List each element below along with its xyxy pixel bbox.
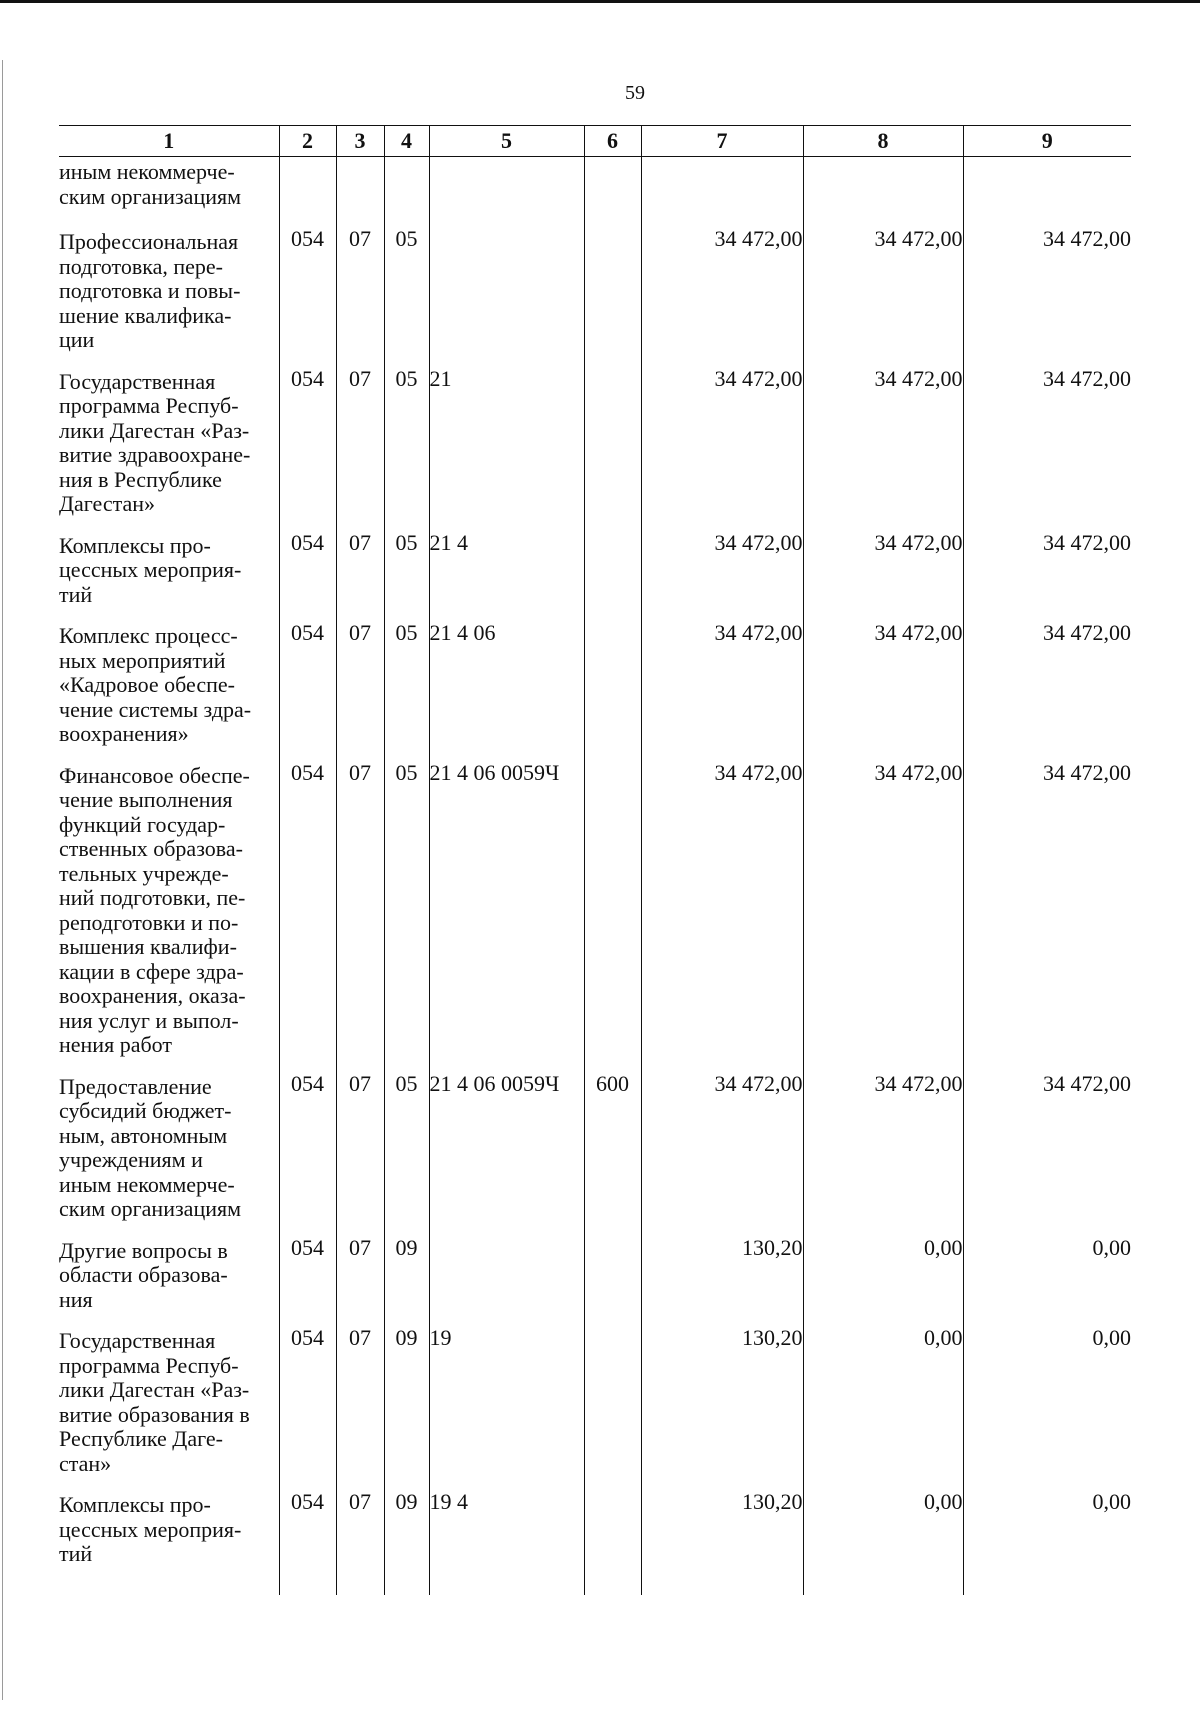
- table-row: [59, 227, 1131, 367]
- amount-col-9: 0,00: [963, 1490, 1131, 1581]
- ministry-code: 054: [279, 531, 336, 622]
- amount-col-9: 34 472,00: [963, 1072, 1131, 1236]
- header-col-3: 3: [336, 126, 384, 157]
- amount-col-8: 0,00: [803, 1236, 963, 1327]
- table-cell-blank: [584, 1581, 641, 1595]
- amount-col-8: 34 472,00: [803, 761, 963, 1072]
- table-row-continuation: [59, 1581, 1131, 1595]
- amount-col-8: 34 472,00: [803, 367, 963, 531]
- section-code: 07: [336, 621, 384, 761]
- row-name: Предоставление субсидий бюджет- ным, автономным учреждениям и иным некоммерче- ским организациям: [59, 1073, 242, 1221]
- header-col-8: 8: [803, 126, 963, 157]
- target-article-code: [429, 157, 584, 228]
- amount-col-9: 34 472,00: [963, 531, 1131, 622]
- target-article-code: 21 4 06: [429, 621, 584, 761]
- table-row: [59, 1236, 1131, 1327]
- section-code: 07: [336, 1490, 384, 1581]
- table-cell-blank: [641, 1581, 803, 1595]
- amount-col-7: 34 472,00: [641, 621, 803, 761]
- expense-type-code: [584, 1326, 641, 1490]
- header-col-7: 7: [641, 126, 803, 157]
- subsection-code: 05: [384, 367, 429, 531]
- row-name: Государственная программа Респуб- лики Дагестан «Раз- витие образования в Республике Даге- стан»: [59, 1328, 250, 1476]
- ministry-code: 054: [279, 1326, 336, 1490]
- page-number: 59: [625, 82, 645, 104]
- expense-type-code: [584, 1490, 641, 1581]
- amount-col-8: 34 472,00: [803, 531, 963, 622]
- target-article-code: 21 4: [429, 531, 584, 622]
- amount-col-7: 34 472,00: [641, 761, 803, 1072]
- amount-col-7: 34 472,00: [641, 227, 803, 367]
- amount-col-9: 34 472,00: [963, 367, 1131, 531]
- expense-type-code: 600: [584, 1072, 641, 1236]
- header-col-5: 5: [429, 126, 584, 157]
- amount-col-9: 0,00: [963, 1236, 1131, 1327]
- amount-col-8: 0,00: [803, 1326, 963, 1490]
- amount-col-9: 34 472,00: [963, 227, 1131, 367]
- header-col-2: 2: [279, 126, 336, 157]
- header-col-4: 4: [384, 126, 429, 157]
- section-code: 07: [336, 761, 384, 1072]
- header-col-6: 6: [584, 126, 641, 157]
- table-header-row: [59, 126, 1131, 157]
- table-row: [59, 621, 1131, 761]
- row-name: иным некоммерче- ским организациям: [59, 159, 242, 209]
- amount-col-9: 34 472,00: [963, 761, 1131, 1072]
- section-code: 07: [336, 367, 384, 531]
- row-name: Государственная программа Респуб- лики Дагестан «Раз- витие здравоохране- ния в Республике Дагестан»: [59, 368, 251, 516]
- row-name: Комплексы про- цессных мероприя- тий: [59, 532, 242, 607]
- table-cell-blank: [336, 1581, 384, 1595]
- target-article-code: 19 4: [429, 1490, 584, 1581]
- expense-type-code: [584, 531, 641, 622]
- ministry-code: 054: [279, 1490, 336, 1581]
- table-row: [59, 761, 1131, 1072]
- subsection-code: 09: [384, 1326, 429, 1490]
- ministry-code: 054: [279, 621, 336, 761]
- amount-col-8: 34 472,00: [803, 621, 963, 761]
- amount-col-8: 0,00: [803, 1490, 963, 1581]
- table-row: [59, 157, 1131, 228]
- amount-col-7: [641, 157, 803, 228]
- amount-col-9: [963, 157, 1131, 228]
- target-article-code: 21: [429, 367, 584, 531]
- row-name: Комплекс процесс- ных мероприятий «Кадровое обеспе- чение системы здра- воохранения»: [59, 623, 252, 746]
- section-code: [336, 157, 384, 228]
- amount-col-7: 130,20: [641, 1490, 803, 1581]
- subsection-code: 05: [384, 761, 429, 1072]
- scan-left-edge: [2, 60, 3, 1700]
- ministry-code: [279, 157, 336, 228]
- section-code: 07: [336, 531, 384, 622]
- amount-col-8: [803, 157, 963, 228]
- subsection-code: 05: [384, 531, 429, 622]
- top-border-line: [0, 0, 1200, 3]
- expense-type-code: [584, 621, 641, 761]
- table-cell-blank: [429, 1581, 584, 1595]
- row-name: Финансовое обеспе- чение выполнения функций государ- ственных образова- тельных учрежде- ний подготовки, пе- реподготовки и по- вышения квалифи- кации в сфере здра- воохранения, оказа- ния услуг и выпол- нения работ: [59, 762, 250, 1057]
- target-article-code: [429, 1236, 584, 1327]
- target-article-code: 21 4 06 0059Ч: [429, 1072, 584, 1236]
- amount-col-7: 34 472,00: [641, 531, 803, 622]
- subsection-code: 09: [384, 1236, 429, 1327]
- target-article-code: 19: [429, 1326, 584, 1490]
- expense-type-code: [584, 761, 641, 1072]
- table-row: [59, 1326, 1131, 1490]
- table-row: [59, 531, 1131, 622]
- section-code: 07: [336, 1072, 384, 1236]
- section-code: 07: [336, 227, 384, 367]
- expense-type-code: [584, 227, 641, 367]
- amount-col-7: 130,20: [641, 1236, 803, 1327]
- ministry-code: 054: [279, 761, 336, 1072]
- header-col-9: 9: [963, 126, 1131, 157]
- ministry-code: 054: [279, 227, 336, 367]
- table-cell-blank: [59, 1581, 279, 1595]
- target-article-code: 21 4 06 0059Ч: [429, 761, 584, 1072]
- table-row: [59, 1490, 1131, 1581]
- subsection-code: 09: [384, 1490, 429, 1581]
- row-name: Профессиональная подготовка, пере- подготовка и повы- шение квалифика- ции: [59, 229, 241, 352]
- ministry-code: 054: [279, 1072, 336, 1236]
- amount-col-9: 0,00: [963, 1326, 1131, 1490]
- subsection-code: 05: [384, 621, 429, 761]
- section-code: 07: [336, 1326, 384, 1490]
- row-name: Комплексы про- цессных мероприя- тий: [59, 1492, 242, 1566]
- amount-col-7: 34 472,00: [641, 367, 803, 531]
- amount-col-7: 130,20: [641, 1326, 803, 1490]
- amount-col-8: 34 472,00: [803, 227, 963, 367]
- table-row: [59, 367, 1131, 531]
- amount-col-9: 34 472,00: [963, 621, 1131, 761]
- expense-type-code: [584, 1236, 641, 1327]
- amount-col-7: 34 472,00: [641, 1072, 803, 1236]
- expense-type-code: [584, 367, 641, 531]
- section-code: 07: [336, 1236, 384, 1327]
- header-col-1: 1: [59, 126, 279, 157]
- target-article-code: [429, 227, 584, 367]
- ministry-code: 054: [279, 1236, 336, 1327]
- amount-col-8: 34 472,00: [803, 1072, 963, 1236]
- subsection-code: [384, 157, 429, 228]
- subsection-code: 05: [384, 1072, 429, 1236]
- table-cell-blank: [279, 1581, 336, 1595]
- row-name: Другие вопросы в области образова- ния: [59, 1237, 228, 1312]
- table-cell-blank: [963, 1581, 1131, 1595]
- budget-table: [59, 125, 1131, 1595]
- table-cell-blank: [384, 1581, 429, 1595]
- expense-type-code: [584, 157, 641, 228]
- table-row: [59, 1072, 1131, 1236]
- ministry-code: 054: [279, 367, 336, 531]
- table-cell-blank: [803, 1581, 963, 1595]
- subsection-code: 05: [384, 227, 429, 367]
